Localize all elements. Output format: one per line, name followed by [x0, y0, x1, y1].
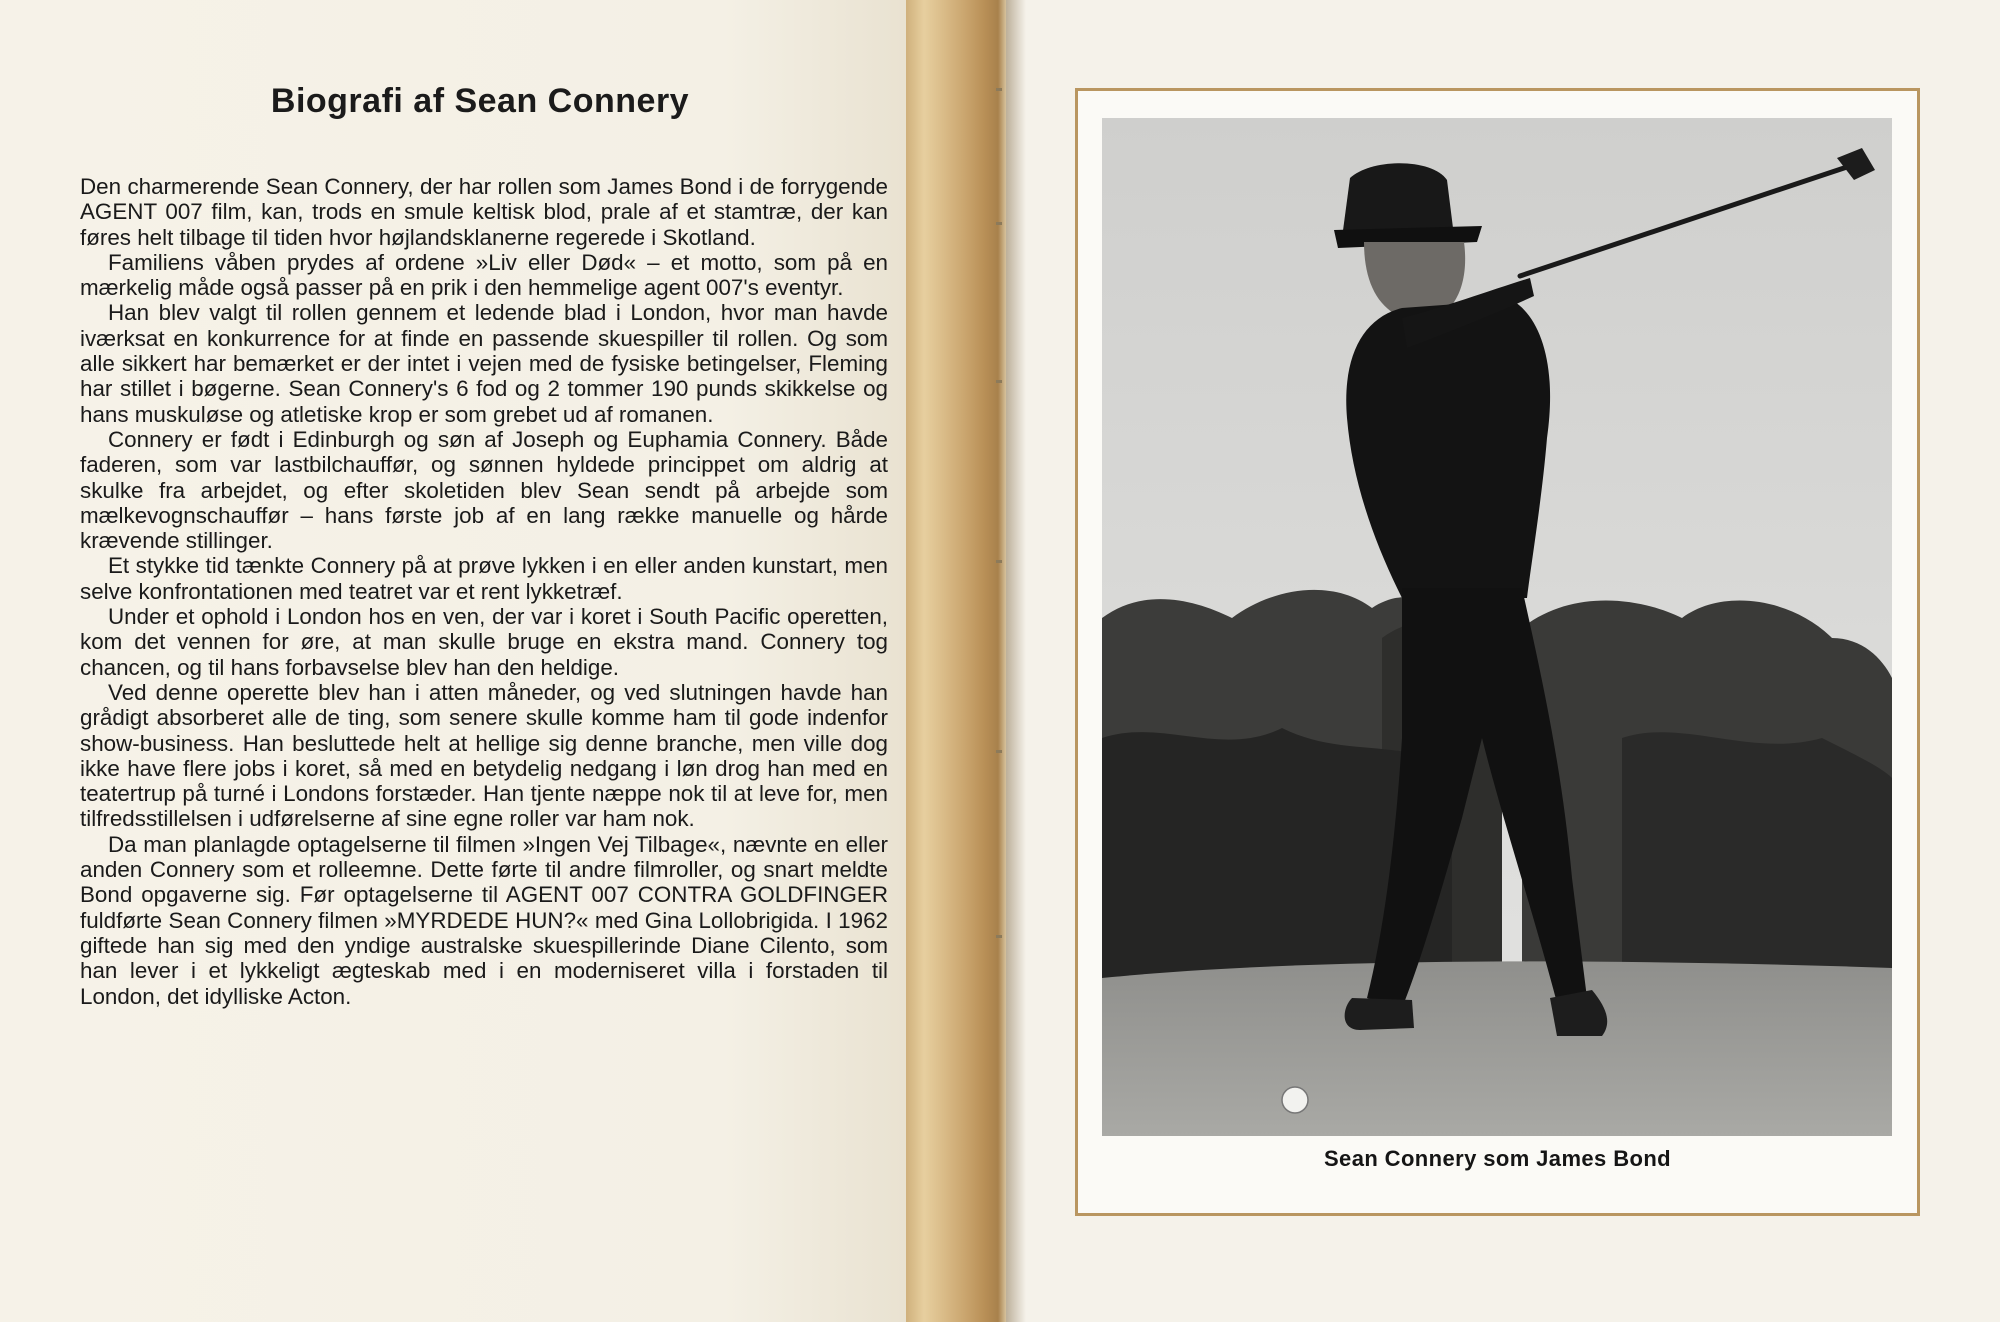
paragraph: Han blev valgt til rollen gennem et ledende blad i London, hvor man havde iværksat en konkurrence for at finde en passende skuespiller til rollen. Og som alle sikkert har bemærket er der intet i vejen med de fysiske betingelser, Fleming har stillet i bøgerne. Sean Connery's 6 fod og 2 tommer 190 punds skikkelse og hans muskuløse og atletiske krop er som grebet ud af romanen.: [80, 300, 888, 427]
paragraph: Da man planlagde optagelserne til filmen »Ingen Vej Tilbage«, nævnte en eller anden Connery som et rolleemne. Dette førte til andre filmroller, og snart meldte Bond opgaverne sig. Før optagelserne til AGENT 007 CONTRA GOLDFINGER fuldførte Sean Connery filmen »MYRDEDE HUN?« med Gina Lollobrigida. I 1962 giftede han sig med den yndige australske skuespillerinde Diane Cilento, som han lever i et lykkeligt ægteskab med i en moderniseret villa i forstaden til London, det idylliske Acton.: [80, 831, 888, 1009]
binding-stitch: [996, 222, 1002, 225]
paragraph: Den charmerende Sean Connery, der har rollen som James Bond i de forrygende AGENT 007 film, kan, trods en smule keltisk blod, prale af et stamtræ, der kan føres helt tilbage til tiden hvor højlandsklanerne regerede i Skotland.: [80, 174, 888, 250]
paragraph: Familiens våben prydes af ordene »Liv eller Død« – et motto, som på en mærkelig måde også passer på en prik i den hemmelige agent 007's eventyr.: [80, 249, 888, 301]
paragraph: Et stykke tid tænkte Connery på at prøve lykken i en eller anden kunstart, men selve konfrontationen med teatret var et rent lykketræf.: [80, 553, 888, 604]
binding-staple: [996, 88, 1002, 91]
paragraph: Ved denne operette blev han i atten måneder, og ved slutningen havde han grådigt absorberet alle de ting, som senere skulle komme ham til gode indenfor show-business. Han besluttede helt at hellige sig denne branche, men ville dog ikke have flere jobs i koret, så med en betydelig nedgang i løn drog han med en teatertrup på turné i Londons forstæder. Han tjente næppe nok til at leve for, men tilfredsstillelsen i udførelserne af sine egne roller var ham nok.: [80, 679, 888, 832]
golfer-illustration: [1102, 118, 1892, 1136]
biography-text: [80, 174, 888, 1009]
binding-stitch: [996, 380, 1002, 383]
golfer-photo: [1102, 118, 1892, 1136]
paragraph: Under et ophold i London hos en ven, der var i koret i South Pacific operetten, kom det vennen for øre, at man skulle bruge en ekstra mand. Connery tog chancen, og til hans forbavselse blev han den heldige.: [80, 604, 888, 680]
binding-stitch: [996, 560, 1002, 563]
binding-stitch: [996, 935, 1002, 938]
page-title: Biografi af Sean Connery: [270, 82, 690, 120]
binding-stitch: [996, 750, 1002, 753]
book-gutter: [906, 0, 1006, 1322]
photo-caption: Sean Connery som James Bond: [1323, 1146, 1671, 1171]
gutter-shadow: [1006, 0, 1026, 1322]
paragraph: Connery er født i Edinburgh og søn af Joseph og Euphamia Connery. Både faderen, som var lastbilchauffør, og sønnen hyldede princippet om aldrig at skulke fra arbejdet, og efter skoletiden blev Sean sendt på arbejde som mælkevognschauffør – hans første job af en lang række manuelle og hårde krævende stillinger.: [80, 426, 888, 554]
